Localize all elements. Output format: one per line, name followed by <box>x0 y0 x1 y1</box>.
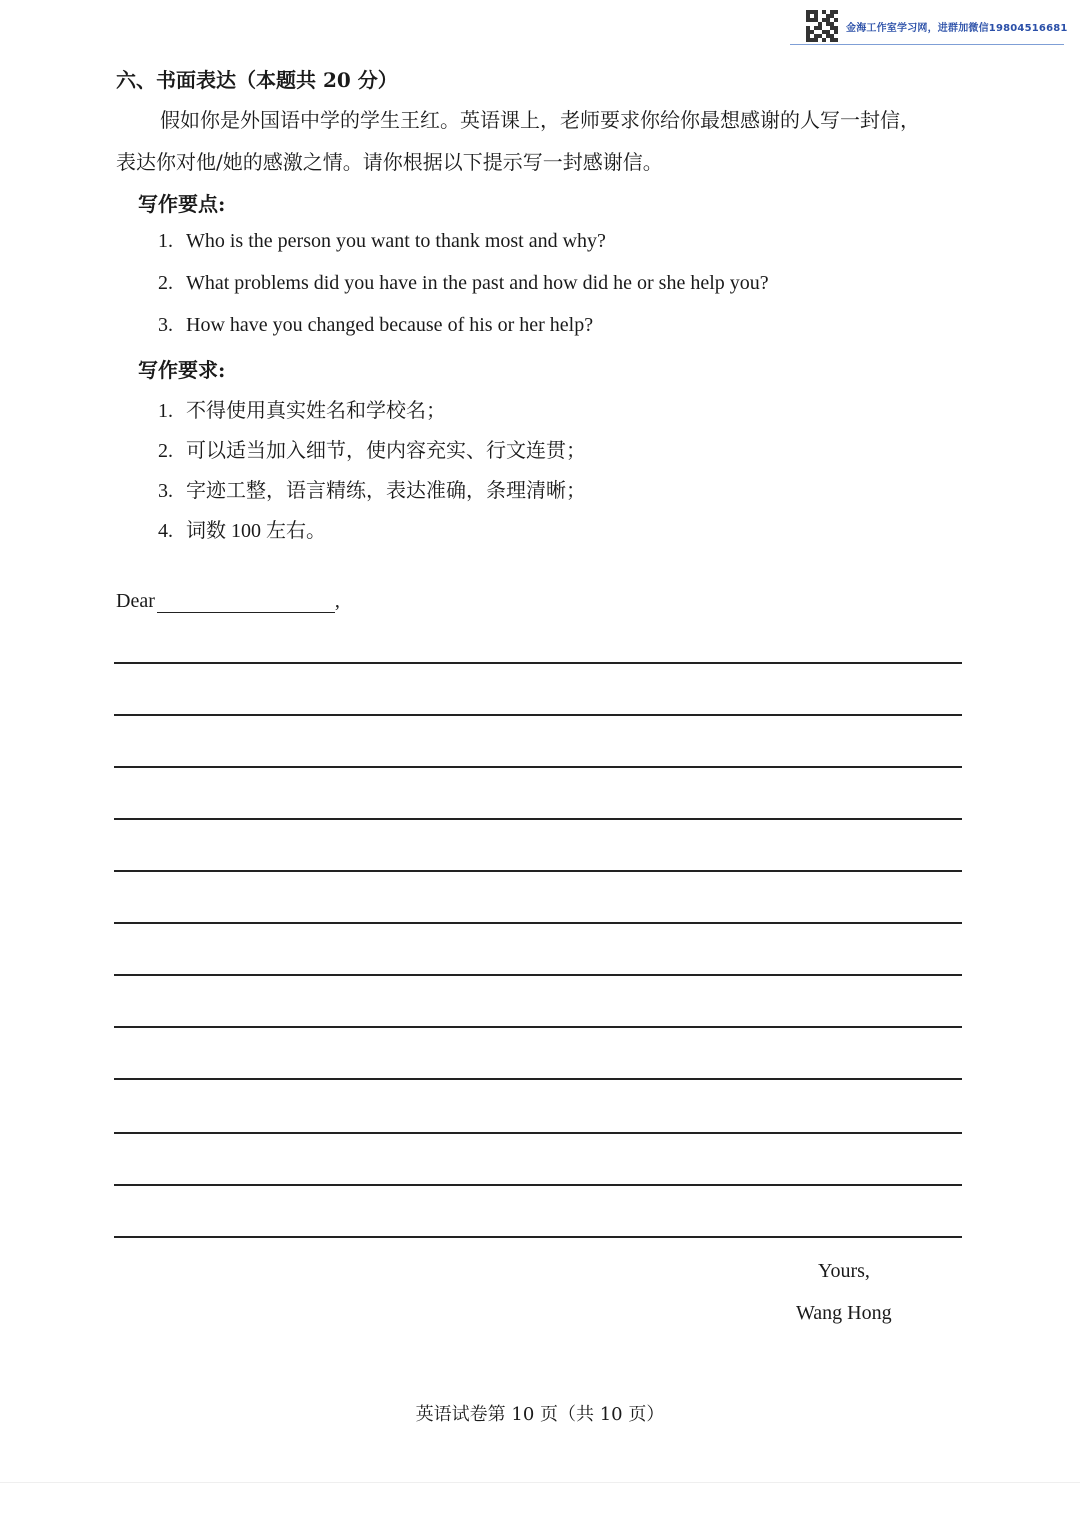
recipient-blank[interactable] <box>157 592 335 613</box>
item-number: 2. <box>158 440 173 462</box>
item-number: 2. <box>158 272 173 294</box>
requirement-item <box>158 514 326 543</box>
writing-line[interactable] <box>114 870 962 872</box>
qr-code-icon <box>806 10 838 42</box>
item-text: 字迹工整，语言精练，表达准确，条理清晰； <box>186 480 586 502</box>
item-number: 1. <box>158 230 173 252</box>
requirements-title: 写作要求: <box>138 358 226 382</box>
item-text: 不得使用真实姓名和学校名； <box>186 400 446 422</box>
letter-signature: Wang Hong <box>796 1302 892 1324</box>
letter-closing: Yours, <box>818 1260 870 1282</box>
item-number: 3. <box>158 314 173 336</box>
page-footer: 英语试卷第 10 页（共 10 页） <box>415 1404 665 1425</box>
item-number: 1. <box>158 400 173 422</box>
writing-line[interactable] <box>114 922 962 924</box>
salutation-comma: , <box>334 590 340 612</box>
key-point-item <box>158 314 593 337</box>
writing-line[interactable] <box>114 662 962 664</box>
prompt-line-2: 表达你对他/她的感激之情。请你根据以下提示写一封感谢信。 <box>116 150 663 174</box>
writing-line[interactable] <box>114 818 962 820</box>
requirement-item <box>158 394 446 423</box>
prompt-line-1: 假如你是外国语中学的学生王红。英语课上，老师要求你给你最想感谢的人写一封信， <box>160 108 920 132</box>
requirement-item <box>158 434 586 463</box>
page-bottom-edge <box>0 1482 1080 1483</box>
writing-line[interactable] <box>114 714 962 716</box>
item-number: 3. <box>158 480 173 502</box>
item-text: What problems did you have in the past and how did he or she help you? <box>186 272 769 294</box>
section-title: 六、书面表达（本题共 20 分） <box>116 68 398 92</box>
writing-line[interactable] <box>114 1184 962 1186</box>
watermark-text: 金海工作室学习网，进群加微信19804516681 <box>846 22 1068 34</box>
item-text: 可以适当加入细节，使内容充实、行文连贯； <box>186 440 586 462</box>
item-text: How have you changed because of his or her help? <box>186 314 594 336</box>
writing-line[interactable] <box>114 974 962 976</box>
header-divider <box>790 44 1064 45</box>
item-text: 词数 100 左右。 <box>186 520 326 542</box>
writing-line[interactable] <box>114 766 962 768</box>
key-points-title: 写作要点: <box>138 192 226 216</box>
watermark <box>806 8 1068 44</box>
writing-line[interactable] <box>114 1026 962 1028</box>
writing-line[interactable] <box>114 1078 962 1080</box>
letter-salutation <box>116 590 340 613</box>
item-number: 4. <box>158 520 173 542</box>
key-point-item <box>158 230 606 253</box>
requirement-item <box>158 474 586 503</box>
writing-line[interactable] <box>114 1132 962 1134</box>
item-text: Who is the person you want to thank most and why? <box>186 230 606 252</box>
salutation-text: Dear <box>116 590 155 612</box>
writing-line[interactable] <box>114 1236 962 1238</box>
key-point-item <box>158 272 769 295</box>
